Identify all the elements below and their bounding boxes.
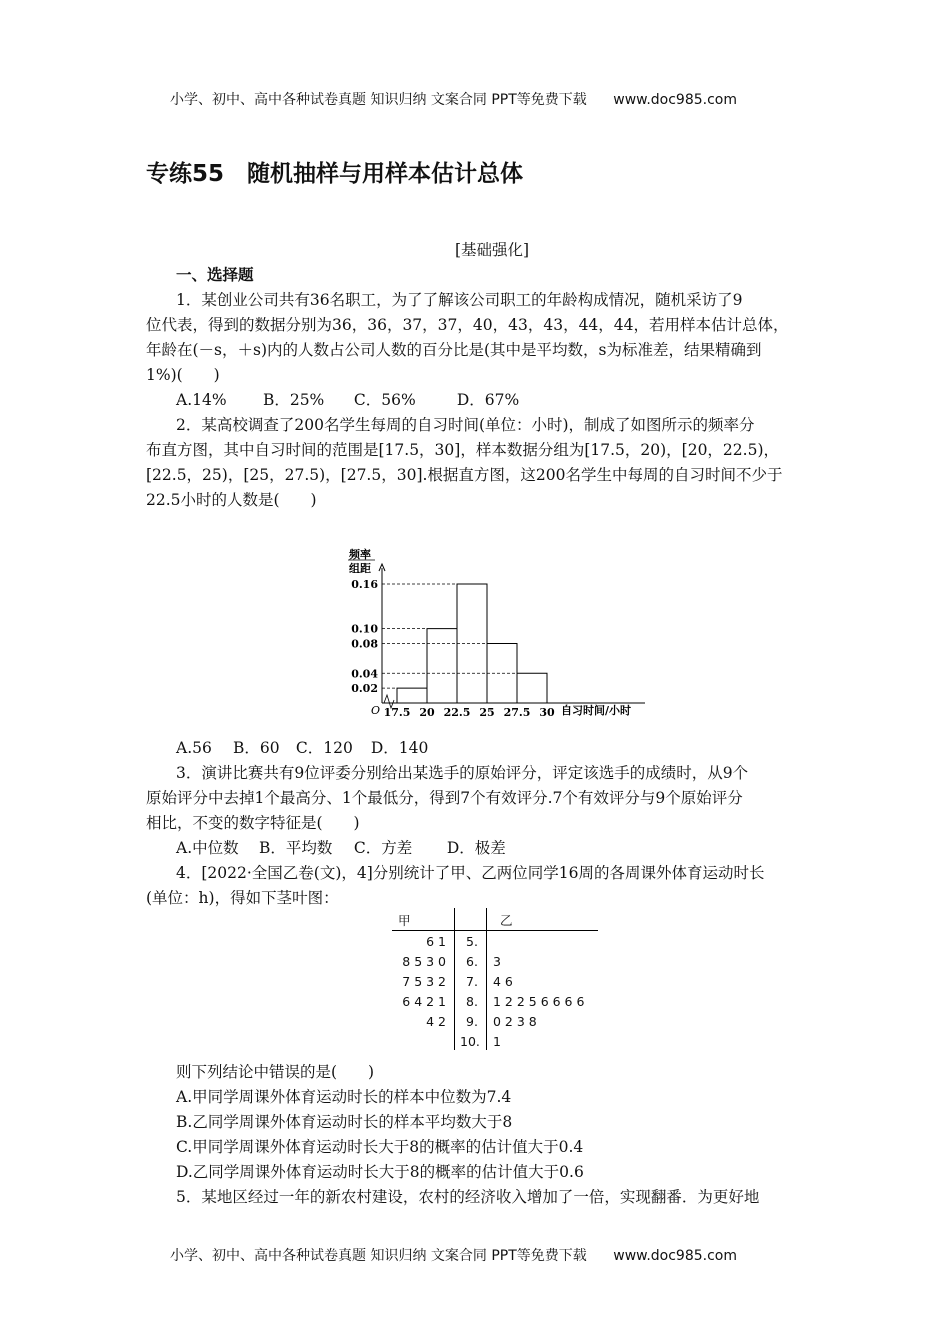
q1-line-1: 1．某创业公司共有36名职工，为了了解该公司职工的年龄构成情况，随机采访了9 <box>176 291 743 309</box>
q2-option-b[interactable]: B．60 <box>232 739 280 757</box>
q4-options <box>176 1085 584 1185</box>
section-heading: 一、选择题 <box>176 266 254 284</box>
q1-option-a[interactable]: A.14% <box>176 391 227 409</box>
stem-leaf-row <box>392 972 598 992</box>
q2-line-3: [22.5，25)，[25，27.5)，[27.5，30].根据直方图，这200名学生中每周的自习时间不少于 <box>146 466 783 484</box>
row-stem: 10. <box>460 1034 480 1049</box>
histogram-bar <box>397 688 427 703</box>
q1-line-3: 年龄在(－s，＋s)内的人数占公司人数的百分比是(其中是平均数，s为标准差，结果精确到 <box>146 341 762 359</box>
q1-option-d[interactable]: D．67% <box>456 391 520 409</box>
stem-leaf-header-right: 乙 <box>500 913 513 928</box>
q1-option-b[interactable]: B．25% <box>262 391 325 409</box>
y-tick-label: 0.16 <box>351 578 378 591</box>
row-left-leaves: 6 1 <box>426 934 446 949</box>
row-right-leaves: 1 2 2 5 6 6 6 6 <box>493 994 585 1009</box>
row-left-leaves: 6 4 2 1 <box>402 994 446 1009</box>
question-4 <box>146 861 765 911</box>
row-left-leaves: 8 5 3 0 <box>402 954 446 969</box>
y-label-top: 频率 <box>349 548 371 561</box>
x-tick-label: 17.5 <box>383 706 411 719</box>
stem-leaf-row <box>392 932 598 952</box>
q4-option-b[interactable]: B.乙同学周课外体育运动时长的样本平均数大于8 <box>176 1113 513 1131</box>
q2-option-c[interactable]: C．120 <box>295 739 353 757</box>
q2-option-a[interactable]: A.56 <box>176 739 212 757</box>
q1-line-4: 1%)( ) <box>146 366 220 384</box>
row-right-leaves: 1 <box>493 1034 501 1049</box>
x-tick-label: 30 <box>539 706 555 719</box>
q1-option-c[interactable]: C．56% <box>353 391 416 409</box>
row-stem: 6. <box>466 954 478 969</box>
q2-options <box>176 736 428 761</box>
q3-option-a[interactable]: A.中位数 <box>176 839 239 857</box>
q2-line-1: 2．某高校调查了200名学生每周的自习时间(单位：小时)，制成了如图所示的频率分 <box>176 416 755 434</box>
row-stem: 9. <box>466 1014 478 1029</box>
row-stem: 8. <box>466 994 478 1009</box>
q2-option-d[interactable]: D．140 <box>370 739 429 757</box>
row-left-leaves: 4 2 <box>426 1014 446 1029</box>
row-left-leaves: 7 5 3 2 <box>402 974 446 989</box>
q4-option-c[interactable]: C.甲同学周课外体育运动时长大于8的概率的估计值大于0.4 <box>176 1138 584 1156</box>
header-banner <box>170 89 737 109</box>
page-title: 专练55 随机抽样与用样本估计总体 <box>146 161 524 187</box>
stem-leaf-header-rule <box>392 930 598 931</box>
footer-url[interactable]: www.doc985.com <box>613 1248 737 1264</box>
x-label: 自习时间/小时 <box>561 704 632 717</box>
banner-url[interactable]: www.doc985.com <box>613 92 737 108</box>
stem-leaf-row <box>392 992 598 1012</box>
y-tick-label: 0.02 <box>351 682 378 696</box>
row-stem: 7. <box>466 974 478 989</box>
q2-line-4: 22.5小时的人数是( ) <box>146 491 317 509</box>
q4-option-d[interactable]: D.乙同学周课外体育运动时长大于8的概率的估计值大于0.6 <box>176 1163 584 1181</box>
y-tick-label: 0.08 <box>351 637 378 651</box>
histogram-bar <box>427 629 457 703</box>
x-tick-label: 20 <box>419 706 435 719</box>
row-stem: 5. <box>466 934 478 949</box>
q4-line-2: (单位：h)，得如下茎叶图： <box>146 889 339 907</box>
question-1 <box>146 288 789 388</box>
y-label-bottom: 组距 <box>349 562 371 575</box>
x-tick-label: 25 <box>479 706 495 719</box>
q4-prompt: 则下列结论中错误的是( ) <box>176 1063 375 1081</box>
banner-text: 小学、初中、高中各种试卷真题 知识归纳 文案合同 PPT等免费下载 <box>170 92 587 108</box>
guide-lines <box>382 584 517 688</box>
stem-leaf-row <box>392 952 598 972</box>
x-tick-label: 22.5 <box>443 706 471 719</box>
footer-banner <box>170 1245 737 1265</box>
row-right-leaves: 3 <box>493 954 501 969</box>
row-right-leaves: 4 6 <box>493 974 513 989</box>
y-tick-label: 0.10 <box>351 622 378 636</box>
question-2 <box>146 413 783 513</box>
origin-label: O <box>371 704 381 717</box>
q3-option-c[interactable]: C．方差 <box>353 839 413 857</box>
x-tick-labels <box>384 706 555 719</box>
question-3 <box>146 761 748 836</box>
q3-options <box>176 836 506 861</box>
question-5: 5．某地区经过一年的新农村建设，农村的经济收入增加了一倍，实现翻番．为更好地 <box>176 1188 760 1206</box>
q3-line-2: 原始评分中去掉1个最高分、1个最低分，得到7个有效评分.7个有效评分与9个原始评分 <box>146 789 743 807</box>
q3-line-3: 相比，不变的数字特征是( ) <box>146 814 360 832</box>
x-tick-label: 27.5 <box>503 706 531 719</box>
footer-text: 小学、初中、高中各种试卷真题 知识归纳 文案合同 PPT等免费下载 <box>170 1248 587 1264</box>
q3-line-1: 3．演讲比赛共有9位评委分别给出某选手的原始评分，评定该选手的成绩时，从9个 <box>176 764 749 782</box>
q3-option-b[interactable]: B．平均数 <box>258 839 333 857</box>
histogram-chart <box>335 540 655 725</box>
section-tag: [基础强化] <box>455 241 530 259</box>
q3-option-d[interactable]: D．极差 <box>446 839 506 857</box>
q4-option-a[interactable]: A.甲同学周课外体育运动时长的样本中位数为7.4 <box>176 1088 512 1106</box>
y-tick-labels <box>351 578 378 695</box>
q4-line-1: 4．[2022·全国乙卷(文)，4]分别统计了甲、乙两位同学16周的各周课外体育运动时长 <box>176 864 765 882</box>
stem-leaf-row <box>392 1012 598 1032</box>
y-tick-label: 0.04 <box>351 667 378 681</box>
stem-leaf-rows <box>392 932 598 1052</box>
stem-leaf-row <box>392 1032 598 1052</box>
q1-options <box>176 388 519 413</box>
histogram-bar <box>517 673 547 703</box>
q1-line-2: 位代表，得到的数据分别为36，36，37，37，40，43，43，44，44，若用样本估计总体， <box>146 316 789 334</box>
q2-line-2: 布直方图，其中自习时间的范围是[17.5，30]，样本数据分组为[17.5，20)，[20，22.5)， <box>146 441 779 459</box>
stem-leaf-plot <box>392 908 598 1050</box>
row-right-leaves: 0 2 3 8 <box>493 1014 537 1029</box>
stem-leaf-header-left: 甲 <box>398 913 411 928</box>
